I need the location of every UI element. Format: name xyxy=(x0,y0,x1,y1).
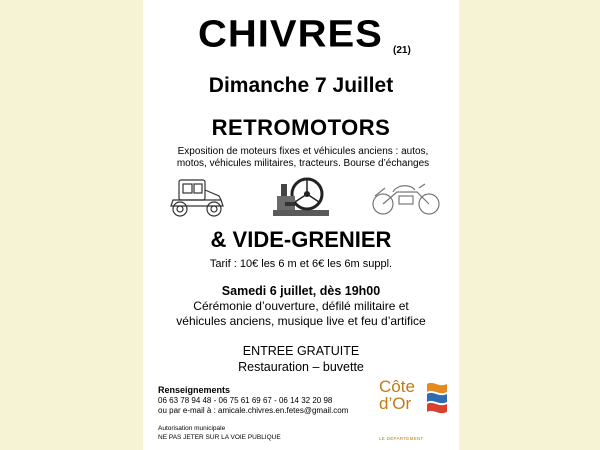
info-email: ou par e-mail à : amicale.chivres.en.fetes@gmail.com xyxy=(158,406,349,415)
info-phones: 06 63 78 94 48 - 06 75 61 69 67 - 06 14 32 20 98 xyxy=(158,396,333,405)
saturday-description xyxy=(153,299,449,329)
poster-title: CHIVRES xyxy=(198,13,383,55)
stationary-engine-icon xyxy=(271,176,331,218)
description-line: motos, véhicules militaires, tracteurs. Bourse d’échanges xyxy=(176,158,430,169)
notice-text: NE PAS JETER SUR LA VOIE PUBLIQUE xyxy=(158,434,281,441)
logo-line2: d’Or xyxy=(379,394,412,413)
event-title-retromotors: RETROMOTORS xyxy=(211,115,391,140)
logo-line1: Côte xyxy=(379,377,415,396)
department-number: (21) xyxy=(393,45,411,56)
authorization-text: Autorisation municipale xyxy=(158,425,226,432)
cote-dor-logo xyxy=(379,378,451,444)
logo-subtitle: LE DÉPARTEMENT xyxy=(379,436,424,441)
event-title-vide-grenier: & VIDE-GRENIER xyxy=(210,227,392,252)
info-heading: Renseignements xyxy=(158,385,231,395)
event-description xyxy=(163,146,443,170)
vintage-motorcycle-icon xyxy=(371,176,441,218)
vintage-car-icon xyxy=(165,176,231,218)
saturday-title: Samedi 6 juillet, dès 19h00 xyxy=(221,284,381,298)
event-poster xyxy=(143,0,459,450)
logo-flag-icon xyxy=(425,380,449,416)
food-drinks: Restauration – buvette xyxy=(238,360,364,374)
event-date: Dimanche 7 Juillet xyxy=(208,74,394,97)
free-entry: ENTREE GRATUITE xyxy=(242,344,360,358)
saturday-line: Cérémonie d’ouverture, défilé militaire et xyxy=(193,299,409,313)
tarif-text: Tarif : 10€ les 6 m et 6€ les 6m suppl. xyxy=(209,258,393,270)
logo-text xyxy=(379,378,415,412)
saturday-line: véhicules anciens, musique live et feu d’artifice xyxy=(176,314,426,328)
description-line: Exposition de moteurs fixes et véhicules anciens : autos, xyxy=(177,146,429,157)
